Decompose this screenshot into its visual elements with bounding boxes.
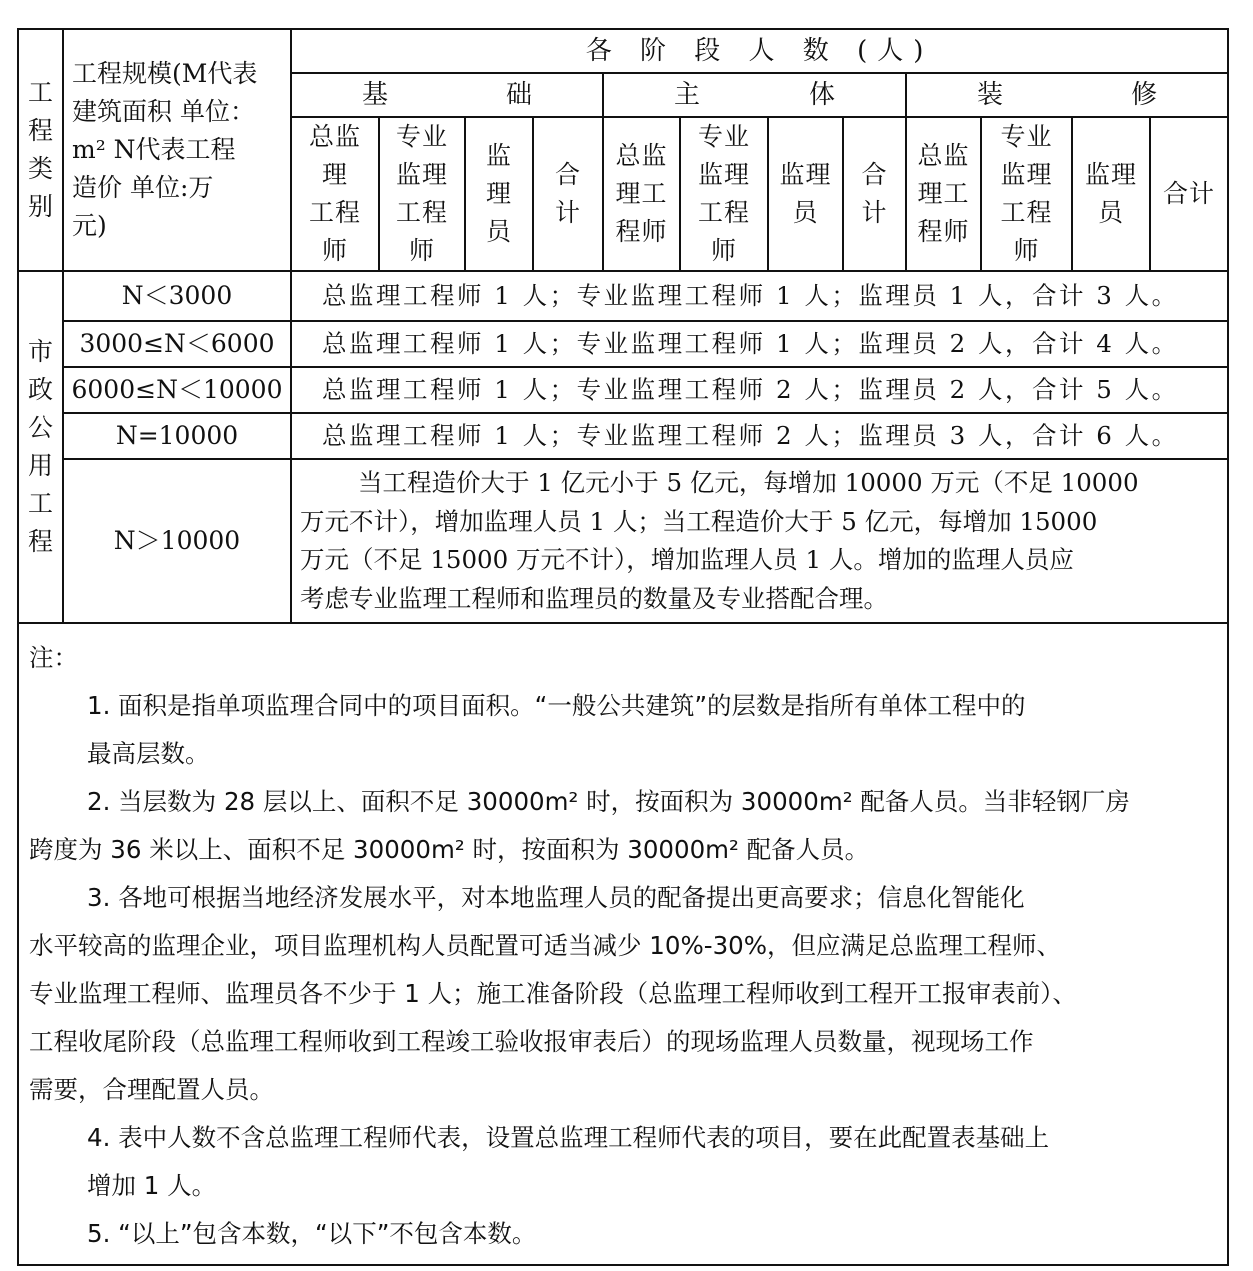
sub-col-chief-supervisor xyxy=(603,117,680,271)
stage-char: 修 xyxy=(1131,80,1158,110)
sub-col-total xyxy=(1150,117,1228,271)
sub-col-line: 监理 xyxy=(1000,160,1053,189)
table-row xyxy=(18,459,1228,623)
staffing-text: 总监理工程师 1 人；专业监理工程师 2 人；监理员 3 人，合计 6 人。 xyxy=(291,413,1228,459)
sub-col-line: 工程 xyxy=(308,198,361,227)
sub-col-line: 程师 xyxy=(615,217,668,246)
sub-col-line: 理 xyxy=(321,160,348,189)
table-row xyxy=(18,321,1228,367)
sub-col-line: 监理 xyxy=(779,160,832,189)
staffing-table xyxy=(17,28,1229,1266)
sub-col-line: 计 xyxy=(554,198,581,227)
sub-col-line: 总监 xyxy=(308,122,361,151)
scale-header-line: 造价 单位:万 xyxy=(72,173,214,202)
paragraph-line: 万元（不足 15000 万元不计），增加监理人员 1 人。增加的监理人员应 xyxy=(300,545,1074,574)
sub-col-line: 员 xyxy=(792,198,819,227)
range-cell: 6000≤N＜10000 xyxy=(63,367,291,413)
sub-col-line: 总监 xyxy=(917,141,970,170)
scale-header xyxy=(63,29,291,271)
sub-col-line: 师 xyxy=(408,236,435,265)
table-row xyxy=(18,271,1228,321)
stages-title: 各 阶 段 人 数 (人) xyxy=(291,29,1228,73)
category-header-text: 工程类别 xyxy=(28,78,54,221)
sub-col-line: 合 xyxy=(554,160,581,189)
header-row-1 xyxy=(18,29,1228,73)
sub-col-specialist xyxy=(680,117,768,271)
paragraph-line: 考虑专业监理工程师和监理员的数量及专业搭配合理。 xyxy=(300,583,888,613)
sub-col-line: 监理 xyxy=(395,160,448,189)
category-cell xyxy=(18,271,63,623)
range-cell: 3000≤N＜6000 xyxy=(63,321,291,367)
note-line: 专业监理工程师、监理员各不少于 1 人；施工准备阶段（总监理工程师收到工程开工报审表前）、 xyxy=(29,979,1077,1008)
staffing-text: 总监理工程师 1 人；专业监理工程师 1 人；监理员 1 人，合计 3 人。 xyxy=(291,271,1228,321)
sub-col-supervisor xyxy=(1072,117,1150,271)
stage-char: 础 xyxy=(505,80,532,110)
sub-col-supervisor xyxy=(768,117,843,271)
stage-main-structure xyxy=(603,73,906,117)
scale-header-line: 建筑面积 单位： xyxy=(72,97,255,126)
staffing-table-container xyxy=(17,28,1227,1266)
note-line: 需要，合理配置人员。 xyxy=(29,1075,274,1104)
sub-col-line: 程师 xyxy=(917,217,970,246)
stage-foundation xyxy=(291,73,603,117)
sub-col-chief-supervisor xyxy=(906,117,981,271)
stage-char: 主 xyxy=(674,80,701,110)
sub-col-line: 专业 xyxy=(1000,122,1053,151)
note-line: 2. 当层数为 28 层以上、面积不足 30000m² 时，按面积为 30000m² 配备人员。当非轻钢厂房 xyxy=(87,787,1130,816)
sub-col-total xyxy=(533,117,603,271)
range-cell: N＜3000 xyxy=(63,271,291,321)
sub-col-line: 监理 xyxy=(1084,160,1137,189)
note-line: 跨度为 36 米以上、面积不足 30000m² 时，按面积为 30000m² 配备人员。 xyxy=(29,835,870,864)
notes-cell xyxy=(18,623,1228,1265)
sub-col-line: 专业 xyxy=(697,122,750,151)
sub-col-line: 理工 xyxy=(615,179,668,208)
category-text: 市政公用工程 xyxy=(28,337,54,556)
staffing-text: 总监理工程师 1 人；专业监理工程师 1 人；监理员 2 人，合计 4 人。 xyxy=(291,321,1228,367)
sub-col-line: 监理 xyxy=(697,160,750,189)
sub-col-line: 工程 xyxy=(697,198,750,227)
notes-row xyxy=(18,623,1228,1265)
note-line: 1. 面积是指单项监理合同中的项目面积。“一般公共建筑”的层数是指所有单体工程中的 xyxy=(87,691,1026,720)
scale-header-line: m² N代表工程 xyxy=(72,135,236,164)
sub-col-line: 计 xyxy=(861,198,888,227)
stage-char: 体 xyxy=(808,80,835,110)
note-line: 3. 各地可根据当地经济发展水平，对本地监理人员的配备提出更高要求；信息化智能化 xyxy=(87,883,1025,912)
scale-header-line: 工程规模(M代表 xyxy=(72,59,258,88)
table-row xyxy=(18,413,1228,459)
range-cell: N=10000 xyxy=(63,413,291,459)
note-line: 增加 1 人。 xyxy=(87,1171,217,1200)
sub-col-line: 合 xyxy=(861,160,888,189)
sub-col-line: 理工 xyxy=(917,179,970,208)
sub-col-line: 工程 xyxy=(1000,198,1053,227)
stage-char: 装 xyxy=(977,80,1004,110)
sub-col-line: 师 xyxy=(710,236,737,265)
sub-col-line: 合计 xyxy=(1163,179,1216,208)
note-line: 水平较高的监理企业，项目监理机构人员配置可适当减少 10%-30%，但应满足总监理工程师、 xyxy=(29,931,1062,960)
sub-col-supervisor xyxy=(465,117,533,271)
sub-col-line: 理 xyxy=(485,179,512,208)
notes-label: 注： xyxy=(29,643,78,672)
scale-header-line: 元) xyxy=(72,211,107,240)
stage-decoration xyxy=(906,73,1228,117)
sub-col-specialist xyxy=(981,117,1072,271)
staffing-paragraph xyxy=(291,459,1228,623)
note-line: 5. “以上”包含本数，“以下”不包含本数。 xyxy=(87,1219,537,1248)
table-row xyxy=(18,367,1228,413)
staffing-text: 总监理工程师 1 人；专业监理工程师 2 人；监理员 2 人，合计 5 人。 xyxy=(291,367,1228,413)
sub-col-line: 监 xyxy=(485,141,512,170)
sub-col-line: 师 xyxy=(321,236,348,265)
stage-char: 基 xyxy=(362,80,389,110)
note-line: 4. 表中人数不含总监理工程师代表，设置总监理工程师代表的项目，要在此配置表基础上 xyxy=(87,1123,1050,1152)
sub-col-line: 员 xyxy=(485,217,512,246)
note-line: 工程收尾阶段（总监理工程师收到工程竣工验收报审表后）的现场监理人员数量，视现场工作 xyxy=(29,1027,1034,1056)
range-cell: N＞10000 xyxy=(63,459,291,623)
paragraph-line: 万元不计），增加监理人员 1 人；当工程造价大于 5 亿元，每增加 15000 xyxy=(300,506,1098,536)
sub-col-line: 师 xyxy=(1013,236,1040,265)
sub-col-line: 员 xyxy=(1097,198,1124,227)
sub-col-chief-supervisor xyxy=(291,117,379,271)
paragraph-line: 当工程造价大于 1 亿元小于 5 亿元，每增加 10000 万元（不足 10000 xyxy=(358,468,1139,497)
sub-col-specialist xyxy=(379,117,465,271)
sub-col-line: 专业 xyxy=(395,122,448,151)
sub-col-line: 工程 xyxy=(395,198,448,227)
sub-col-total xyxy=(843,117,906,271)
category-header xyxy=(18,29,63,271)
sub-col-line: 总监 xyxy=(615,141,668,170)
note-line: 最高层数。 xyxy=(87,739,210,768)
